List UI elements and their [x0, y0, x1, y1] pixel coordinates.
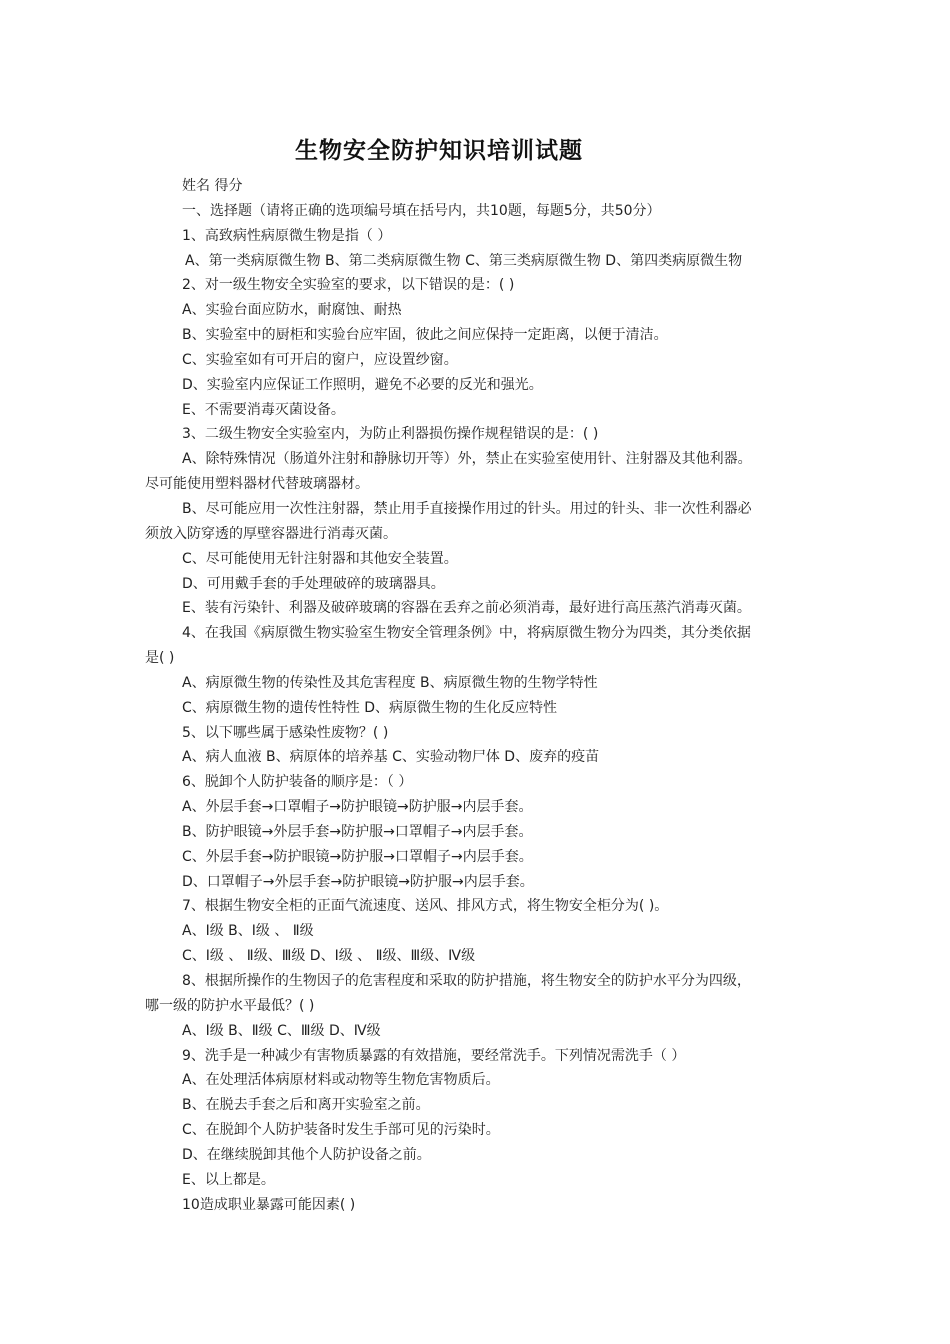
text-line: D、可用戴手套的手处理破碎的玻璃器具。 — [182, 575, 445, 592]
text-line: 是( ) — [145, 650, 175, 667]
text-line: 4、在我国《病原微生物实验室生物安全管理条例》中，将病原微生物分为四类，其分类依据 — [182, 625, 751, 642]
text-line: 姓名 得分 — [182, 178, 243, 194]
text-line: 尽可能使用塑料器材代替玻璃器材。 — [145, 476, 369, 493]
text-line: E、以上都是。 — [182, 1171, 275, 1188]
text-line: 哪一级的防护水平最低？( ) — [145, 997, 315, 1014]
text-line: 7、根据生物安全柜的正面气流速度、送风、排风方式，将生物安全柜分为( )。 — [182, 898, 669, 915]
text-line: 3、二级生物安全实验室内，为防止利器损伤操作规程错误的是：( ) — [182, 426, 599, 443]
text-line: A、在处理活体病原材料或动物等生物危害物质后。 — [182, 1072, 500, 1089]
text-line: C、外层手套→防护眼镜→防护服→口罩帽子→内层手套。 — [182, 848, 533, 865]
document-title: 生物安全防护知识培训试题 — [295, 138, 583, 164]
text-line: A、病原微生物的传染性及其危害程度 B、病原微生物的生物学特性 — [182, 674, 598, 691]
text-line: A、病人血液 B、病原体的培养基 C、实验动物尸体 D、废弃的疫苗 — [182, 749, 600, 766]
text-line: C、Ⅰ级 、 Ⅱ级、Ⅲ级 D、Ⅰ级 、 Ⅱ级、Ⅲ级、Ⅳ级 — [182, 948, 476, 965]
text-line: 10造成职业暴露可能因素( ) — [182, 1196, 356, 1213]
text-line: C、实验室如有可开启的窗户，应设置纱窗。 — [182, 351, 458, 368]
text-line: A、Ⅰ级 B、Ⅱ级 C、Ⅲ级 D、Ⅳ级 — [182, 1022, 381, 1039]
text-line: B、尽可能应用一次性注射器，禁止用手直接操作用过的针头。用过的针头、非一次性利器必 — [182, 500, 752, 517]
text-line: 6、脱卸个人防护装备的顺序是：（ ） — [182, 774, 413, 791]
text-line: B、防护眼镜→外层手套→防护服→口罩帽子→内层手套。 — [182, 823, 533, 840]
text-line: 8、根据所操作的生物因子的危害程度和采取的防护措施，将生物安全的防护水平分为四级， — [182, 973, 751, 989]
text-line: 1、高致病性病原微生物是指（ ） — [182, 227, 392, 244]
text-line: 须放入防穿透的厚壁容器进行消毒灭菌。 — [145, 525, 397, 542]
text-line: A、外层手套→口罩帽子→防护眼镜→防护服→内层手套。 — [182, 799, 533, 816]
text-line: D、口罩帽子→外层手套→防护眼镜→防护服→内层手套。 — [182, 873, 534, 890]
text-line: 2、对一级生物安全实验室的要求，以下错误的是：( ) — [182, 277, 515, 294]
text-line: B、在脱去手套之后和离开实验室之前。 — [182, 1097, 430, 1114]
text-line: 9、洗手是一种减少有害物质暴露的有效措施，要经常洗手。下列情况需洗手（ ） — [182, 1047, 686, 1064]
text-line: D、在继续脱卸其他个人防护设备之前。 — [182, 1146, 431, 1163]
question-body — [0, 174, 950, 1217]
text-line: 5、以下哪些属于感染性废物？( ) — [182, 724, 389, 741]
text-line: A、Ⅰ级 B、Ⅰ级 、 Ⅱ级 — [182, 923, 314, 940]
text-line: A、除特殊情况（肠道外注射和静脉切开等）外，禁止在实验室使用针、注射器及其他利器。 — [182, 451, 752, 468]
text-line: A、实验台面应防水，耐腐蚀、耐热 — [182, 302, 402, 319]
text-line: A、第一类病原微生物 B、第二类病原微生物 C、第三类病原微生物 D、第四类病原微生物 — [185, 252, 743, 269]
text-line: E、装有污染针、利器及破碎玻璃的容器在丢弃之前必须消毒，最好进行高压蒸汽消毒灭菌。 — [182, 600, 751, 617]
text-line: C、尽可能使用无针注射器和其他安全装置。 — [182, 550, 458, 567]
text-line: C、在脱卸个人防护装备时发生手部可见的污染时。 — [182, 1122, 500, 1139]
text-line: B、实验室中的厨柜和实验台应牢固，彼此之间应保持一定距离，以便于清洁。 — [182, 327, 668, 344]
text-line: E、不需要消毒灭菌设备。 — [182, 401, 345, 418]
text-line: C、病原微生物的遗传性特性 D、病原微生物的生化反应特性 — [182, 699, 558, 716]
text-line: D、实验室内应保证工作照明，避免不必要的反光和强光。 — [182, 376, 543, 393]
text-line: 一、选择题（请将正确的选项编号填在括号内，共10题，每题5分，共50分） — [182, 202, 661, 219]
